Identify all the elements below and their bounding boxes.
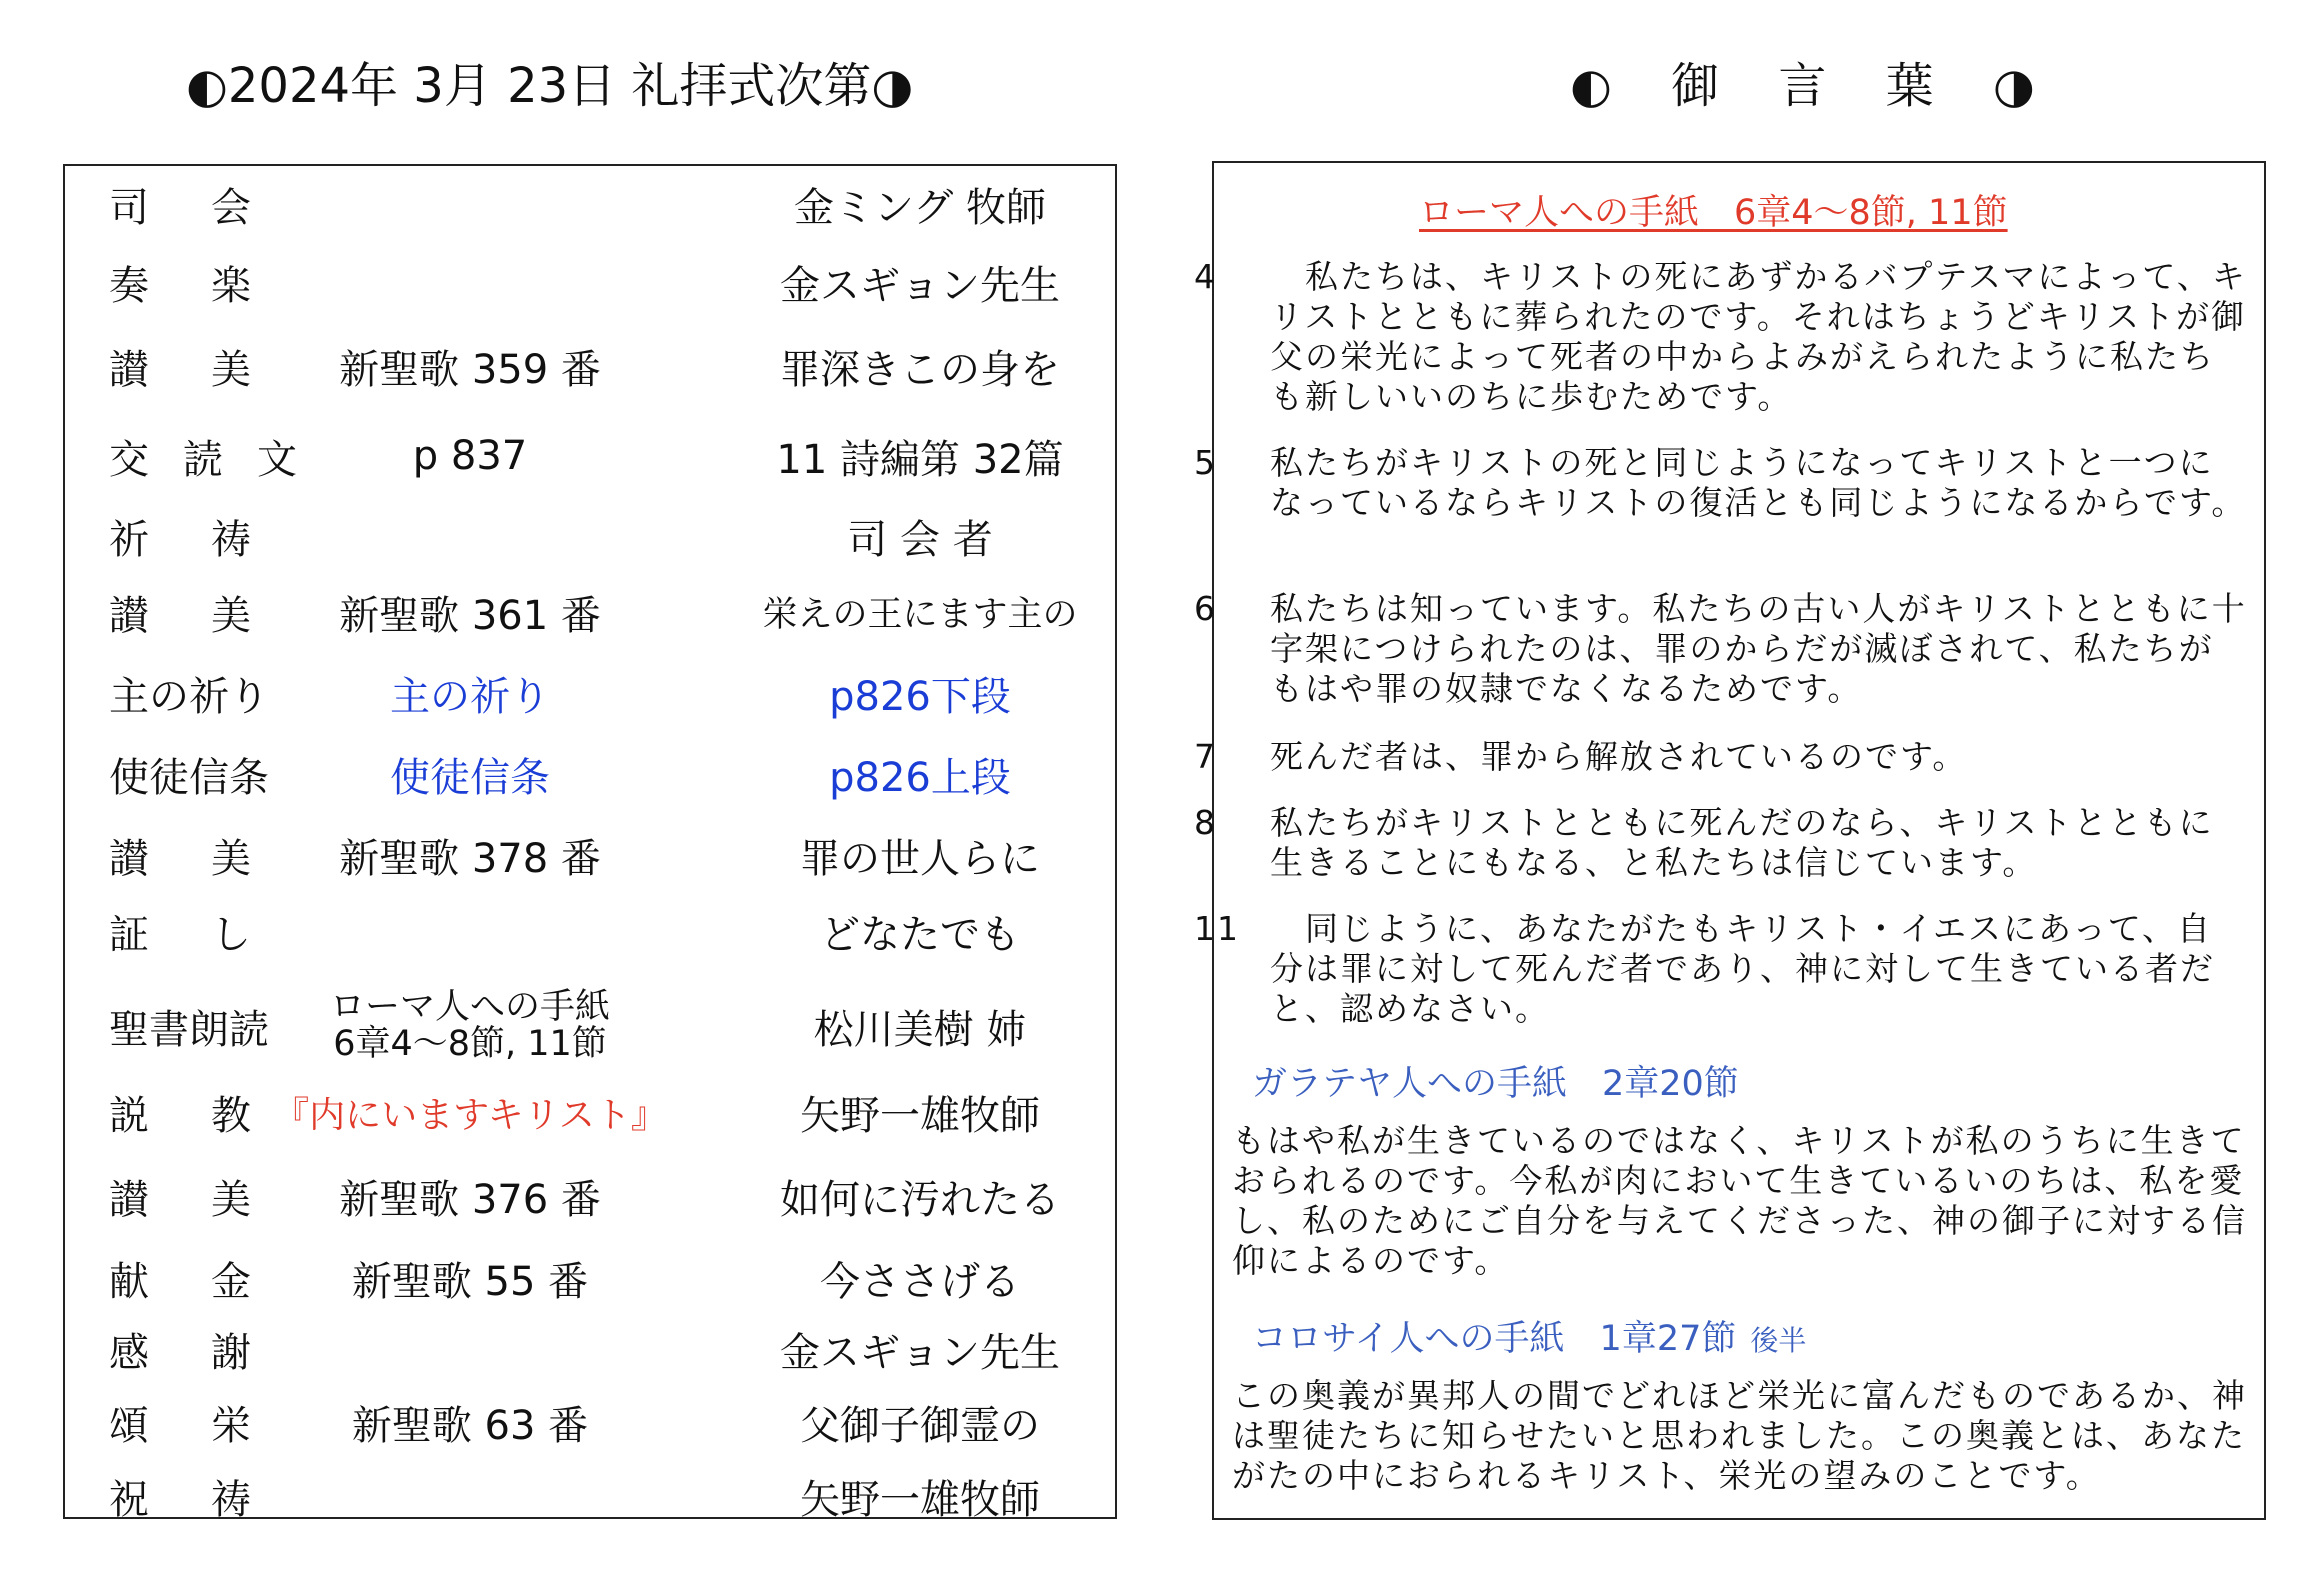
order-middle: 使徒信条 (390, 754, 550, 801)
sermon-title: 『内にいますキリスト』 (273, 1094, 667, 1136)
order-right: 金スギョン先生 (780, 1329, 1060, 1376)
order-right: どなたでも (820, 911, 1020, 958)
order-right: 11 詩編第 32篇 (776, 436, 1064, 483)
order-row-lords-prayer (65, 663, 1115, 723)
order-middle (300, 252, 640, 312)
scripture-panel (1194, 161, 2266, 1520)
order-row-testimony (65, 901, 1115, 961)
order-item: 証 し (109, 911, 251, 958)
order-middle: 新聖歌 55 番 (351, 1258, 589, 1305)
order-middle: 新聖歌 359 番 (339, 346, 601, 393)
order-item: 奏 楽 (109, 262, 251, 309)
order-item: 説 教 (109, 1092, 251, 1139)
order-item: 献 金 (109, 1258, 251, 1305)
order-middle: 新聖歌 361 番 (339, 592, 601, 639)
reading-line-2: 6章4～8節, 11節 (333, 1024, 607, 1064)
order-of-service-title: ◐2024年 3月 23日 礼拝式次第◑ (186, 58, 914, 114)
order-row-sermon (65, 1082, 1115, 1142)
order-right: p826下段 (829, 673, 1011, 720)
order-row-thanksgiving (65, 1319, 1115, 1379)
order-item: 聖書朗読 (109, 1006, 269, 1053)
order-right: 如何に汚れたる (780, 1176, 1060, 1223)
order-right: 松川美樹 姉 (813, 1006, 1027, 1053)
order-row-apostles-creed (65, 744, 1115, 804)
order-item: 讃 美 (109, 1176, 251, 1223)
order-row-hymn-4 (65, 1166, 1115, 1226)
colossians-text: この奥義が異邦人の間でどれほど栄光に富んだものであるか、神は聖徒たちに知らせたいと思われました。この奥義とは、あなたがたの中におられるキリスト、栄光の望みのことです。 (1232, 1376, 2247, 1495)
order-row-benediction (65, 1466, 1115, 1526)
order-right: 今ささげる (820, 1258, 1020, 1305)
order-right: 矢野一雄牧師 (800, 1092, 1040, 1139)
order-right: 司 会 者 (847, 516, 993, 563)
order-right: 罪の世人らに (800, 835, 1040, 882)
order-row-prayer (65, 506, 1115, 566)
order-item: 交 読 文 (109, 436, 297, 483)
order-right: 罪深きこの身を (780, 346, 1060, 393)
order-item: 祈 祷 (109, 516, 251, 563)
verse-11: 11 同じように、あなたがたもキリスト・イエスにあって、自分は罪に対して死んだ者であり、神に対して生きている者だと、認めなさい。 (1194, 909, 2215, 1028)
galatians-reference: ガラテヤ人への手紙 2章20節 (1252, 1064, 1739, 1104)
verse-5: 5 私たちがキリストの死と同じようになってキリストと一つになっているならキリストの復活とも同じようになるからです。 (1194, 443, 2247, 522)
order-item: 讃 美 (109, 835, 251, 882)
order-middle: p 837 (412, 433, 528, 479)
colossians-reference: コロサイ人への手紙 1章27節 後半 (1252, 1319, 1807, 1359)
order-right: 金ミング 牧師 (794, 184, 1046, 231)
order-item: 司 会 (109, 184, 251, 231)
order-middle: 主の祈り (390, 673, 550, 720)
order-item: 使徒信条 (109, 754, 269, 801)
order-item: 讃 美 (109, 592, 251, 639)
verse-8: 8 私たちがキリストとともに死んだのなら、キリストとともに生きることにもなる、と私たちは信じています。 (1194, 803, 2214, 882)
order-row-offering (65, 1248, 1115, 1308)
order-row-responsive-reading (65, 426, 1115, 486)
order-right: 栄えの王にます主の (762, 595, 1078, 635)
order-row-presider (65, 174, 1115, 234)
romans-reference: ローマ人への手紙 6章4～8節, 11節 (1419, 193, 2008, 233)
order-item: 祝 祷 (109, 1476, 251, 1523)
order-right: 金スギョン先生 (780, 262, 1060, 309)
order-row-doxology (65, 1392, 1115, 1452)
order-middle: 新聖歌 63 番 (351, 1402, 589, 1449)
order-middle (300, 986, 640, 1066)
reading-line-1: ローマ人への手紙 (329, 987, 610, 1028)
order-row-hymn-1 (65, 336, 1115, 396)
order-item: 頌 栄 (109, 1402, 251, 1449)
verse-7: 7 死んだ者は、罪から解放されているのです。 (1194, 737, 1968, 776)
order-item: 感 謝 (109, 1329, 251, 1376)
order-row-hymn-2 (65, 582, 1115, 642)
order-right: 父御子御霊の (800, 1402, 1040, 1449)
order-middle (300, 901, 640, 961)
order-item: 主の祈り (109, 673, 269, 720)
verse-6: 6 私たちは知っています。私たちの古い人がキリストとともに十字架につけられたのは、罪のからだが滅ぼされて、私たちがもはや罪の奴隷でなくなるためです。 (1194, 589, 2247, 708)
colossians-suffix: 後半 (1750, 1324, 1807, 1357)
order-middle: 新聖歌 378 番 (339, 835, 601, 882)
order-middle: 新聖歌 376 番 (339, 1176, 601, 1223)
order-right: 矢野一雄牧師 (800, 1476, 1040, 1523)
order-row-hymn-3 (65, 825, 1115, 885)
order-row-prelude (65, 252, 1115, 312)
verse-4: 4 私たちは、キリストの死にあずかるバプテスマによって、キリストとともに葬られたのです。それはちょうどキリストが御父の栄光によって死者の中からよみがえられたように私たちも新しいいのちに歩むためです。 (1194, 257, 2247, 416)
order-middle (300, 506, 640, 566)
scripture-title: ◐ 御 言 葉 ◑ (1570, 58, 2057, 114)
order-row-scripture-reading (65, 986, 1115, 1066)
order-middle (300, 1319, 640, 1379)
order-item: 讃 美 (109, 346, 251, 393)
order-middle (300, 1466, 640, 1526)
order-of-service-panel (63, 164, 1117, 1523)
order-right: p826上段 (829, 754, 1011, 801)
galatians-text: もはや私が生きているのではなく、キリストが私のうちに生きておられるのです。今私が肉において生きているいのちは、私を愛し、私のためにご自分を与えてくださった、神の御子に対する信仰によるのです。 (1232, 1121, 2247, 1280)
order-middle (300, 174, 640, 234)
